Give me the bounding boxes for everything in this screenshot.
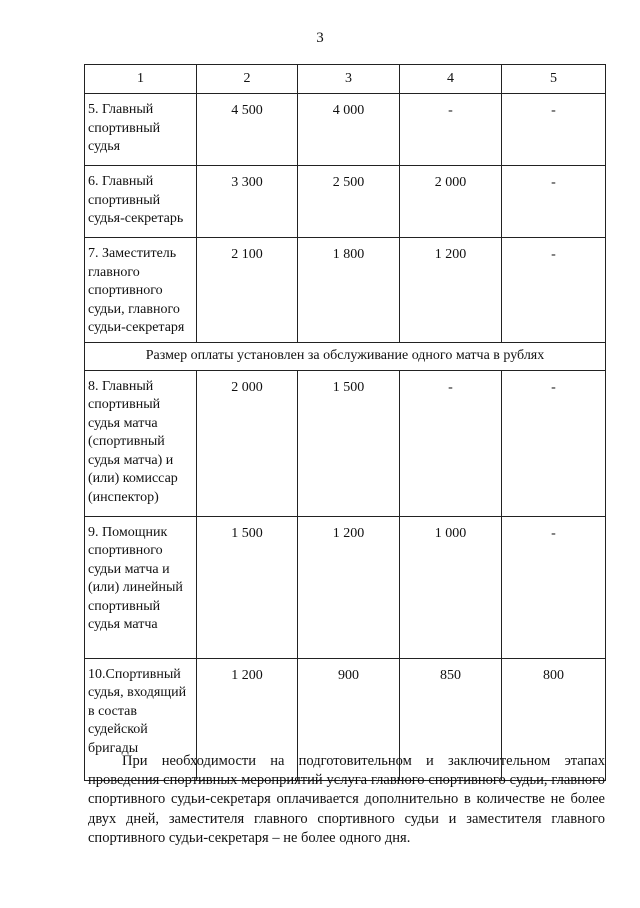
fee-cell: 2 000 (400, 166, 502, 238)
table-header-row (85, 65, 606, 94)
fee-cell: 2 500 (298, 166, 400, 238)
column-header: 2 (197, 65, 298, 94)
column-header: 3 (298, 65, 400, 94)
table-row (85, 238, 606, 343)
fee-cell: 2 000 (197, 370, 298, 516)
fee-cell: 4 000 (298, 94, 400, 166)
fee-cell: 1 200 (298, 516, 400, 658)
fee-cell: - (400, 370, 502, 516)
fee-cell: - (502, 370, 606, 516)
fee-cell: 1 200 (400, 238, 502, 343)
fee-cell: 1 800 (298, 238, 400, 343)
fee-cell: 3 300 (197, 166, 298, 238)
fee-cell: 4 500 (197, 94, 298, 166)
role-cell: 8. Главный спортивный судья матча (спортивный судья матча) и (или) комиссар (инспектор) (85, 370, 197, 516)
role-cell: 10.Спортивный судья, входящий в состав судейской бригады (85, 658, 197, 780)
table-row (85, 166, 606, 238)
fee-cell: 800 (502, 658, 606, 780)
table-row (85, 370, 606, 516)
fee-cell: - (400, 94, 502, 166)
fee-cell: - (502, 516, 606, 658)
column-header: 5 (502, 65, 606, 94)
fee-cell: 1 000 (400, 516, 502, 658)
fee-cell: 850 (400, 658, 502, 780)
fee-cell: 1 200 (197, 658, 298, 780)
fee-cell: 2 100 (197, 238, 298, 343)
section-title: Размер оплаты установлен за обслуживание одного матча в рублях (85, 342, 606, 370)
fee-cell: - (502, 94, 606, 166)
column-header: 4 (400, 65, 502, 94)
table-row (85, 516, 606, 658)
table-row (85, 94, 606, 166)
role-cell: 5. Главный спортивный судья (85, 94, 197, 166)
page-number: 3 (316, 30, 324, 46)
fee-cell: 1 500 (197, 516, 298, 658)
role-cell: 9. Помощник спортивного судьи матча и (или) линейный спортивный судья матча (85, 516, 197, 658)
role-cell: 6. Главный спортивный судья-секретарь (85, 166, 197, 238)
role-cell: 7. Заместитель главного спортивного судьи, главного судьи-секретаря (85, 238, 197, 343)
fee-cell: 900 (298, 658, 400, 780)
referee-fee-table (84, 64, 606, 781)
fee-cell: - (502, 166, 606, 238)
fee-cell: 1 500 (298, 370, 400, 516)
fee-cell: - (502, 238, 606, 343)
column-header: 1 (85, 65, 197, 94)
note-paragraph: При необходимости на подготовительном и заключительном этапах проведения спортивных мероприятий услуга главного спортивного судьи, главного спортивного судьи-секретаря оплачивается дополнительно в количестве не более двух дней, заместителя главного спортивного судьи и заместителя главного спортивного судьи-секретаря – не более одного дня. (88, 753, 605, 846)
section-heading-row (85, 342, 606, 370)
